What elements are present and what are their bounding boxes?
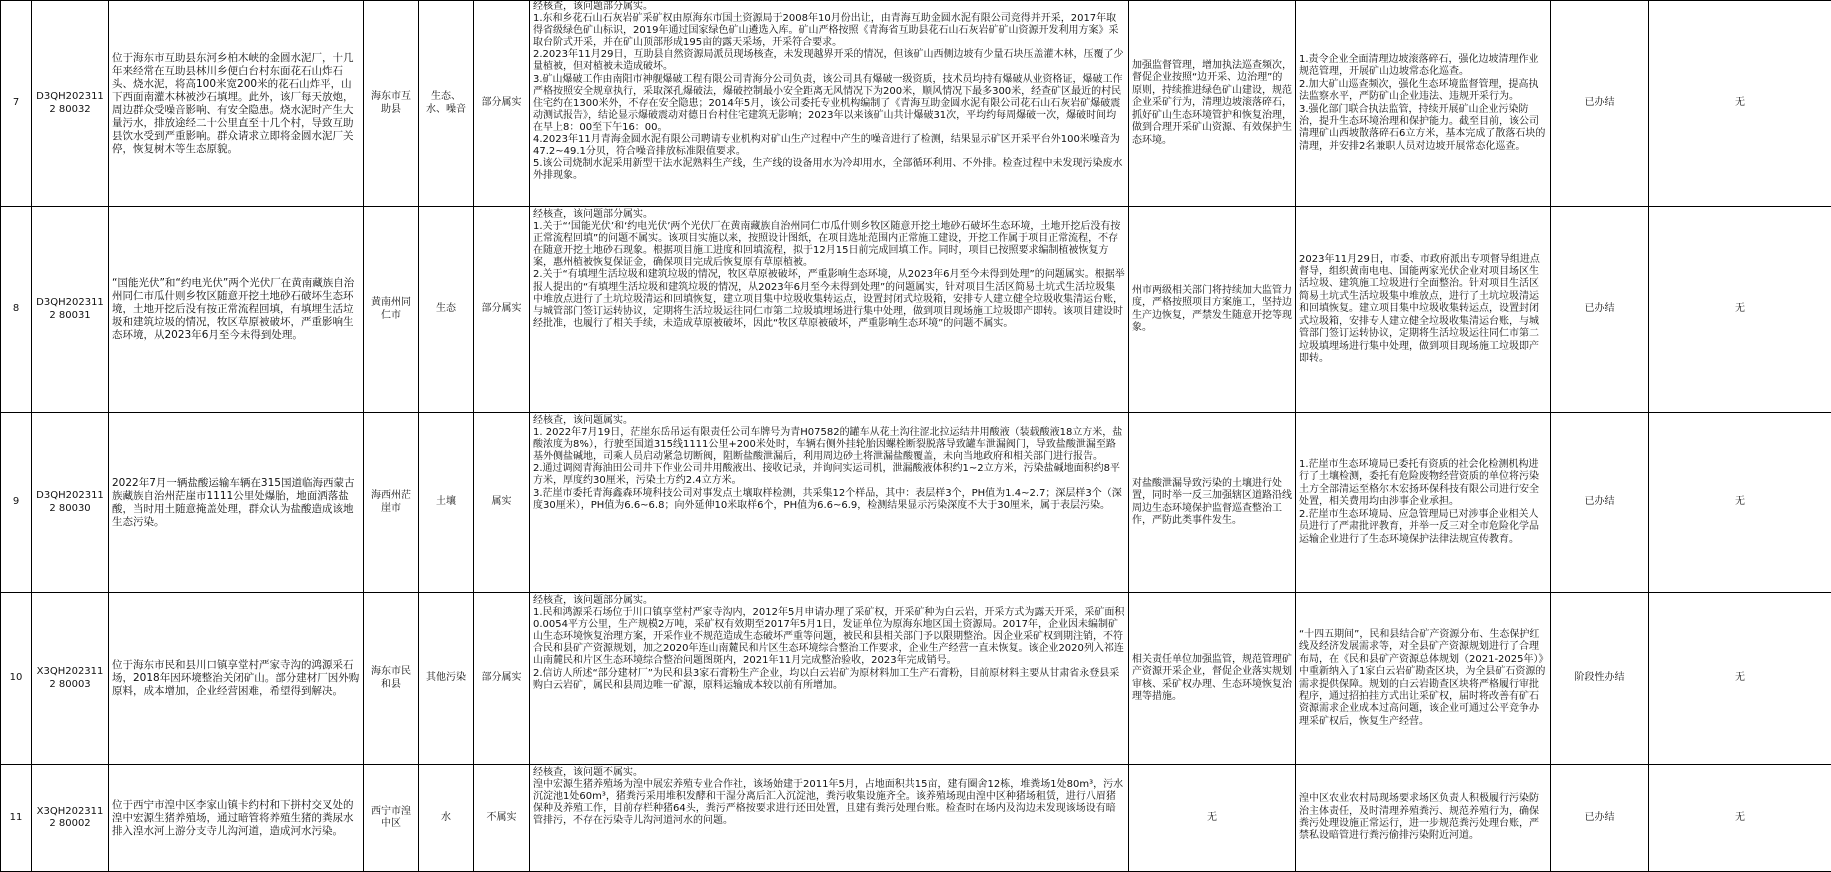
rectification-text: 1.责令企业全面清理边坡滚落碎石，强化边坡清理作业规范管理，开展矿山边坡常态化巡查。 2.加大矿山巡查频次，强化生态环境监督管理，提高执法监察水平，严防矿山企业违法、违规开采行为。 3.强化部门联合执法监管，持续开展矿山企业污染防治，提升生态环境治理和保护能力。截至目前，该公司清理矿山西坡散落碎石6立方米，基本完成了散落石块的清理，并安排2名兼职人员对边坡开展常态化巡查。 <box>1299 54 1547 153</box>
case-code: D3QH2023112 80031 <box>32 207 109 413</box>
findings-text: 经核查，该问题部分属实。 1.关于“‘国能光伏’和‘约电光伏’两个光伏厂在黄南藏族自治州同仁市瓜什则乡牧区随意开挖土地砂石破坏生态环境，土地开挖后没有按正常流程回填”的问题不属实。该项目实施以来，按照设计图纸，在项目选址范围内正常施工建设，开挖工作属于项目正常流程，不存在随意开挖土地砂石现象。根据项目施工进度和回填流程，拟于12月15日前完成回填工作。同时，项目已按照要求编制植被恢复方案，惠州植被恢复保证金，确保项目完成后恢复原有草原植被。 2.关于“有填埋生活垃圾和建筑垃圾的情况，牧区草原被破坏，严重影响生态环境，从2023年6月至今未得到处理”的问题属实。根据举报人提出的“有填埋生活垃圾和建筑垃圾的情况，从2023年6月至今未得到处理”的问题属实，针对项目生活区简易土坑式生活垃圾集中堆放点进行了土坑垃圾清运和回填恢复，建立项目集中垃圾收集转运点，设置封闭式垃圾箱，安排专人建立健全垃圾收集清运台账，与城管部门签订运转协议，定期将生活垃圾运往同仁市第二垃圾填埋场进行集中处理，做到项目现场施工垃圾即产即转。该项目建设时经批准，也履行了相关手续，未造成草原被破坏，因此“牧区草原被破坏，严重影响生态环境”的问题不属实。 <box>533 209 1125 330</box>
table-row <box>1 1 1831 207</box>
findings-text: 经核查，该问题部分属实。 1.民和鸿源采石场位于川口镇享堂村严家寺沟内，2012年5月申请办理了采矿权，开采矿种为白云岩，开采方式为露天开采，采矿面积0.0054平方公里，生产规模2万吨，采矿权有效期至2017年5月1日，发证单位为原海东地区国土资源局。2017年，企业因未编制矿山生态环境恢复治理方案，开采作业不规范造成生态破坏严重等问题，被民和县相关部门予以限期整治。因企业采矿权到期注销，不符合民和县矿产资源规划，加之2020年连山南麓民和片区生态环境综合整治工作要求，企业生产经营一直未恢复。该企业2020列入祁连山南麓民和片区生态环境综合整治问题图斑内，2021年11月完成整治验收，2023年完成销号。 2.信访人所述“部分建材厂”为民和县3家石膏粉生产企业，均以白云岩矿为原材料加工生产石膏粉，目前原材料主要从甘肃省永登县采购白云岩矿，属民和县周边唯一矿源，原料运输成本较以前有所增加。 <box>533 595 1125 692</box>
region-cell: 西宁市湟中区 <box>364 765 419 872</box>
region-cell: 海东市民和县 <box>364 593 419 765</box>
rectification-text: “十四五期间”，民和县结合矿产资源分布、生态保护红线及经济发展需求等，对全县矿产资源规划进行了合理布局，在《民和县矿产资源总体规划（2021-2025年）》中重新纳入了1家白云岩矿勘查区块，为全县矿石资源的需求提供保障。规划的白云岩勘查区块将严格履行审批程序，通过招拍挂方式出让采矿权，届时将改善有矿石资源需求企业成本过高问题，该企业可通过公平竞争办理采矿权后，恢复生产经营。 <box>1299 629 1547 728</box>
accountability-cell: 无 <box>1649 593 1831 765</box>
case-code: D3QH2023112 80030 <box>32 413 109 593</box>
complaint-description: “国能光伏”和“约电光伏”两个光伏厂在黄南藏族自治州同仁市瓜什则乡牧区随意开挖土地砂石破坏生态环境，土地开挖后没有按正常流程回填，有填埋生活垃圾和建筑垃圾的情况，牧区草原被破坏，严重影响生态环境，从2023年6月至今未得到处理。 <box>109 207 364 413</box>
pollution-type: 水 <box>419 765 474 872</box>
rectification-cell <box>1296 765 1551 872</box>
accountability-cell: 无 <box>1649 765 1831 872</box>
verdict-cell: 部分属实 <box>474 1 530 207</box>
verdict-cell: 部分属实 <box>474 593 530 765</box>
row-number: 10 <box>1 593 32 765</box>
measures-cell: 相关责任单位加强监管，规范管理矿产资源开采企业，督促企业落实规划审核、采矿权办理、生态环境恢复治理等措施。 <box>1129 593 1296 765</box>
rectification-text: 湟中区农业农村局现场要求场区负责人积极履行污染防治主体责任，及时清理养殖粪污、规范养殖行为，确保粪污处理设施正常运行，进一步规范粪污处理台账，严禁私设暗管进行粪污偷排污染附近河道。 <box>1299 793 1547 843</box>
table-row <box>1 207 1831 413</box>
rectification-cell <box>1296 1 1551 207</box>
investigation-findings <box>530 1 1129 207</box>
pollution-type: 其他污染 <box>419 593 474 765</box>
findings-text: 经核查，该问题属实。 1. 2022年7月19日，茫崖东岳吊运有限责任公司车牌号为青H07582的罐车从花土沟往涩北拉运结井用酸液（装载酸液18立方米，盐酸浓度为8%），行驶至国道315线1111公里+200米处时，车辆右侧外挂轮胎因螺栓断裂脱落导致罐车泄漏阀门，导致盐酸泄漏至路基外侧盐碱地，司乘人员启动紧急切断阀，阻断盐酸泄漏后，利用周边砂土将泄漏盐酸覆盖，未向当地政府和相关部门进行报告。 2.通过调阅青海油田公司井下作业公司井用酸液出、接收记录，并询问实运司机，泄漏酸液体积约1~2立方米，污染盐碱地面积约8平方米，厚度约30厘米，污染土方约2.4立方米。 3.茫崖市委托青海鑫森环境科技公司对事发点土壤取样检测，共采集12个样品，其中：表层样3个，PH值为1.4~2.7；深层样3个（深度30厘米），PH值为6.6~6.8；向外延伸10米取样6个，PH值为6.6~6.9，检测结果显示污染深度不大于30厘米，属于表层污染。 <box>533 415 1125 512</box>
row-number: 11 <box>1 765 32 872</box>
status-cell: 阶段性办结 <box>1551 593 1649 765</box>
status-cell: 已办结 <box>1551 765 1649 872</box>
investigation-findings <box>530 765 1129 872</box>
measures-cell: 无 <box>1129 765 1296 872</box>
table-row <box>1 413 1831 593</box>
complaint-description: 2022年7月一辆盐酸运输车辆在315国道临海西蒙古族藏族自治州茫崖市1111公里处爆胎，地面洒落盐酸，当时用土随意掩盖处理，群众认为盐酸造成该地生态污染。 <box>109 413 364 593</box>
table-row <box>1 765 1831 872</box>
region-cell: 海西州茫崖市 <box>364 413 419 593</box>
accountability-cell: 无 <box>1649 1 1831 207</box>
status-cell: 已办结 <box>1551 207 1649 413</box>
complaint-description: 位于海东市民和县川口镇享堂村严家寺沟的鸿源采石场，2018年因环境整治关闭矿山。部分建材厂因外购原料，成本增加，企业经营困难，希望得到解决。 <box>109 593 364 765</box>
investigation-findings <box>530 593 1129 765</box>
status-cell: 已办结 <box>1551 413 1649 593</box>
status-cell: 已办结 <box>1551 1 1649 207</box>
case-code: X3QH2023112 80003 <box>32 593 109 765</box>
rectification-cell <box>1296 413 1551 593</box>
verdict-cell: 属实 <box>474 413 530 593</box>
rectification-text: 1.茫崖市生态环境局已委托有资质的社会化检测机构进行了土壤检测，委托有危险废物经营资质的单位将污染土方全部清运至格尔木宏扬环保科技有限公司进行安全处置，相关费用均由涉事企业承担。 2.茫崖市生态环境局、应急管理局已对涉事企业相关人员进行了严肃批评教育，并举一反三对全市危险化学品运输企业进行了生态环境保护法律法规宣传教育。 <box>1299 459 1547 546</box>
accountability-cell: 无 <box>1649 207 1831 413</box>
pollution-type: 生态、水、噪音 <box>419 1 474 207</box>
row-number: 8 <box>1 207 32 413</box>
case-code: X3QH2023112 80002 <box>32 765 109 872</box>
row-number: 9 <box>1 413 32 593</box>
verdict-cell: 部分属实 <box>474 207 530 413</box>
rectification-cell <box>1296 207 1551 413</box>
pollution-type: 土壤 <box>419 413 474 593</box>
investigation-findings <box>530 207 1129 413</box>
findings-text: 经核查，该问题部分属实。 1.东和乡花石山石灰岩矿采矿权由原海东市国土资源局于2008年10月份出让，由青海互助金圆水泥有限公司竞得并开采，2017年取得省级绿色矿山标识，2019年通过国家绿色矿山遴选入库。矿山严格按照《青海省互助县花石山石灰岩矿矿山资源开发利用方案》采取台阶式开采，并在矿山顶部形成195亩的露天采场，开采符合要求。 2.2023年11月29日，互助县自然资源局派员现场核查，未发现越界开采的情况，但该矿山西侧边坡有少量石块压盖灌木林，压覆了少量植被，但对植被未造成破坏。 3.矿山爆破工作由南阳市神舰爆破工程有限公司青海分公司负责，该公司具有爆破一级资质，技术员均持有爆破从业资格证，爆破工作严格按照安全规章执行，采取深孔爆破法，爆破控制最小安全距离无风情况下为200米，顺风情况下最多300米，经查矿区最近的村民住宅约在1300米外，不存在安全隐患；2014年5月，该公司委托专业机构编制了《青海互助金圆水泥有限公司花石山石灰岩矿爆破震动测试报告》，结论显示爆破震动对德日台村住宅建筑无影响；2023年以来该矿山共计爆破31次，平均约每周爆破一次，爆破时间均在早上8：00至下午16：00。 4.2023年11月青海金圆水泥有限公司聘请专业机构对矿山生产过程中产生的噪音进行了检测，结果显示矿区开采平台外100米噪音为47.2~49.1分贝，符合噪音排放标准限值要求。 5.该公司烧制水泥采用新型干法水泥熟料生产线，生产线的设备用水为冷却用水，全部循环利用、不外排。检查过程中未发现污染废水外排现象。 <box>533 1 1125 182</box>
verdict-cell: 不属实 <box>474 765 530 872</box>
case-code: D3QH2023112 80032 <box>32 1 109 207</box>
complaint-description: 位于西宁市湟中区李家山镇卡约村和下拼村交叉处的湟中宏源生猪养殖场，通过暗管将养殖生猪的粪尿水排入湟水河上游分支寺儿沟河道，造成河水污染。 <box>109 765 364 872</box>
findings-text: 经核查，该问题不属实。 湟中宏源生猪养殖场为湟中展宏养殖专业合作社，该场始建于2011年5月，占地面积共15亩，建有圈舍12栋，堆粪场1处80m³，污水沉淀池1处60m³，猪粪污采用堆积发酵和干湿分离后汇入沉淀池，粪污收集设施齐全。该养殖场现由湟中区种猪场租赁，进行八眉猪保种及养殖工作，目前存栏种猪64头，粪污严格按要求进行还田处置，且建有粪污处理台账。检查时在场内及沟边未发现该场设有暗管排污，不存在污染寺儿沟河道河水的问题。 <box>533 767 1125 827</box>
measures-cell: 州市两级相关部门将持续加大监管力度，严格按照项目方案施工，坚持边生产边恢复，严禁发生随意开挖等现象。 <box>1129 207 1296 413</box>
accountability-cell: 无 <box>1649 413 1831 593</box>
table-row <box>1 593 1831 765</box>
rectification-cell <box>1296 593 1551 765</box>
investigation-findings <box>530 413 1129 593</box>
region-cell: 黄南州同仁市 <box>364 207 419 413</box>
region-cell: 海东市互助县 <box>364 1 419 207</box>
measures-cell: 加强监督管理，增加执法巡查频次，督促企业按照“边开采、边治理”的原则，持续推进绿色矿山建设，规范企业采矿行为，清理边坡滚落碎石，抓好矿山生态环境管护和恢复治理，做到合理开采矿山资源、有效保护生态环境。 <box>1129 1 1296 207</box>
row-number: 7 <box>1 1 32 207</box>
complaint-description: 位于海东市互助县东河乡柏木峡的金圆水泥厂，十几年来经常在互助县林川乡便白台村东面花石山炸石头、烧水泥，将高100米宽200米的花石山炸平，山下西面南灌木林被沙石填埋。此外，该厂每天放炮，周边群众受噪音影响、有安全隐患。烧水泥时产生大量污水，排放途经二十公里直至十几个村，导致互助县饮水受到严重影响。群众请求立即将金圆水泥厂关停，恢复树木等生态原貌。 <box>109 1 364 207</box>
pollution-type: 生态 <box>419 207 474 413</box>
rectification-text: 2023年11月29日，市委、市政府派出专项督导组进点督导，组织黄南电电、国能两家光伏企业对项目场区生活垃圾、建筑施工垃圾进行全面整治。针对项目生活区简易土坑式生活垃圾集中堆放点，进行了土坑垃圾清运和回填恢复。建立项目集中垃圾收集转运点，设置封闭式垃圾箱，安排专人建立健全垃圾收集清运台账，与城管部门签订运转协议，定期将生活垃圾运往同仁市第二垃圾填埋场进行集中处理，做到项目现场施工垃圾即产即转。 <box>1299 254 1547 366</box>
measures-cell: 对盐酸泄漏导致污染的土壤进行处置，同时举一反三加强辖区道路沿线周边生态环境保护监督巡查整治工作，严防此类事件发生。 <box>1129 413 1296 593</box>
